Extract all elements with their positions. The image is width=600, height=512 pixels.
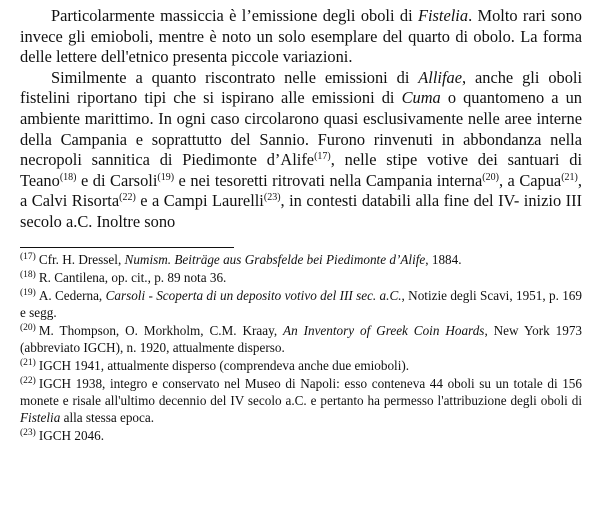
paragraph bbox=[20, 6, 582, 68]
italic-text: Cuma bbox=[401, 88, 441, 108]
footnote-reference: (20) bbox=[482, 171, 499, 183]
text-run: Particolarmente massiccia è l’emissione degli oboli di bbox=[51, 6, 418, 25]
text-run: R. Cantilena, op. cit., p. 89 nota 36. bbox=[38, 269, 227, 285]
footnote bbox=[20, 357, 582, 374]
footnote-reference: (18) bbox=[59, 171, 77, 183]
italic-text: Allifae bbox=[418, 67, 462, 87]
italic-text: Fistelia bbox=[417, 6, 469, 25]
footnote-number: (22) bbox=[20, 375, 36, 386]
footnote-text bbox=[20, 323, 582, 355]
footnote bbox=[20, 287, 582, 321]
text-run: alla stessa epoca. bbox=[60, 409, 155, 425]
footnote-text bbox=[39, 252, 462, 267]
footnote bbox=[20, 322, 582, 356]
footnote bbox=[20, 251, 582, 268]
text-run: e di Carsoli bbox=[76, 170, 158, 190]
main-text bbox=[20, 6, 582, 233]
footnote-reference: (22) bbox=[119, 192, 136, 204]
italic-text: An Inventory of Greek Coin Hoards bbox=[283, 322, 485, 338]
text-run: , 1884. bbox=[425, 251, 462, 267]
footnote bbox=[20, 427, 582, 444]
italic-text: Numism. Beiträge aus Grabsfelde bei Piedimonte d’Alife bbox=[124, 251, 426, 267]
footnote-text bbox=[20, 288, 582, 320]
footnote-reference: (21) bbox=[561, 171, 578, 183]
text-run: e a Campi Laurelli bbox=[135, 191, 264, 211]
text-run: , Notizie degli Scavi, 1951, p. 169 e segg. bbox=[20, 287, 582, 320]
footnote-text bbox=[20, 376, 582, 425]
footnote-reference: (17) bbox=[314, 151, 331, 163]
text-run: A. Cederna, bbox=[38, 287, 106, 303]
text-run: IGCH 1938, integro e conservato nel Museo di Napoli: esso conteneva 44 oboli su un totale di 156 monete e risale all'ultimo decennio del IV secolo a.C. e pertanto ha permesso l'attribuzione degli oboli di bbox=[20, 375, 582, 408]
footnote-separator bbox=[20, 247, 234, 248]
text-run: , New York 1973 (abbreviato IGCH), n. 1920, attualmente disperso. bbox=[20, 322, 583, 355]
footnote-text bbox=[39, 428, 104, 443]
text-run: , nelle stipe votive dei santuari di Teano bbox=[20, 150, 582, 190]
text-run: e nei tesoretti ritrovati nella Campania interna bbox=[174, 170, 483, 190]
text-run: Similmente a quanto riscontrato nelle emissioni di bbox=[51, 67, 419, 87]
italic-text: Fistelia bbox=[20, 409, 61, 425]
paragraph bbox=[20, 68, 582, 233]
document-page bbox=[20, 6, 582, 445]
text-run: IGCH 1941, attualmente disperso (comprendeva anche due emioboli). bbox=[38, 357, 410, 373]
footnote-number: (17) bbox=[20, 251, 36, 262]
text-run: , in contesti databili alla fine del IV- inizio III secolo a.C. Inoltre sono bbox=[20, 191, 582, 231]
text-run: , a Calvi Risorta bbox=[20, 170, 582, 211]
italic-text: Carsoli - Scoperta di un deposito votivo del III sec. a.C. bbox=[105, 287, 402, 303]
footnote-text bbox=[39, 358, 409, 373]
footnote-number: (23) bbox=[20, 427, 36, 438]
footnote bbox=[20, 375, 582, 426]
footnote-reference: (23) bbox=[263, 192, 281, 204]
text-run: IGCH 2046. bbox=[38, 427, 105, 443]
text-run: . Molto rari sono invece gli emioboli, mentre è noto un solo esemplare del quarto di obolo. La forma delle lettere dell'etnico presenta piccole variazioni. bbox=[20, 6, 582, 67]
footnote-number: (18) bbox=[20, 269, 36, 280]
footnote-number: (21) bbox=[20, 357, 36, 368]
footnote bbox=[20, 269, 582, 286]
footnote-text bbox=[39, 270, 227, 285]
text-run: Cfr. H. Dressel, bbox=[38, 251, 125, 267]
footnote-reference: (19) bbox=[157, 171, 175, 183]
footnotes bbox=[20, 251, 582, 444]
text-run: , a Capua bbox=[498, 170, 562, 190]
text-run: , anche gli oboli fistelini riportano tipi che si ispirano alle emissioni di bbox=[20, 67, 583, 108]
text-run: M. Thompson, O. Morkholm, C.M. Kraay, bbox=[38, 322, 284, 338]
text-run: o quantomeno a un ambiente marittimo. In ogni caso circolarono quasi esclusivamente nelle aree interne della Campania e soprattutto del Sannio. Furono rinvenuti in abbondanza nella necropoli sannitica di Piedimonte d’Alife bbox=[20, 88, 582, 170]
footnote-number: (20) bbox=[20, 322, 36, 333]
footnote-number: (19) bbox=[20, 287, 36, 298]
